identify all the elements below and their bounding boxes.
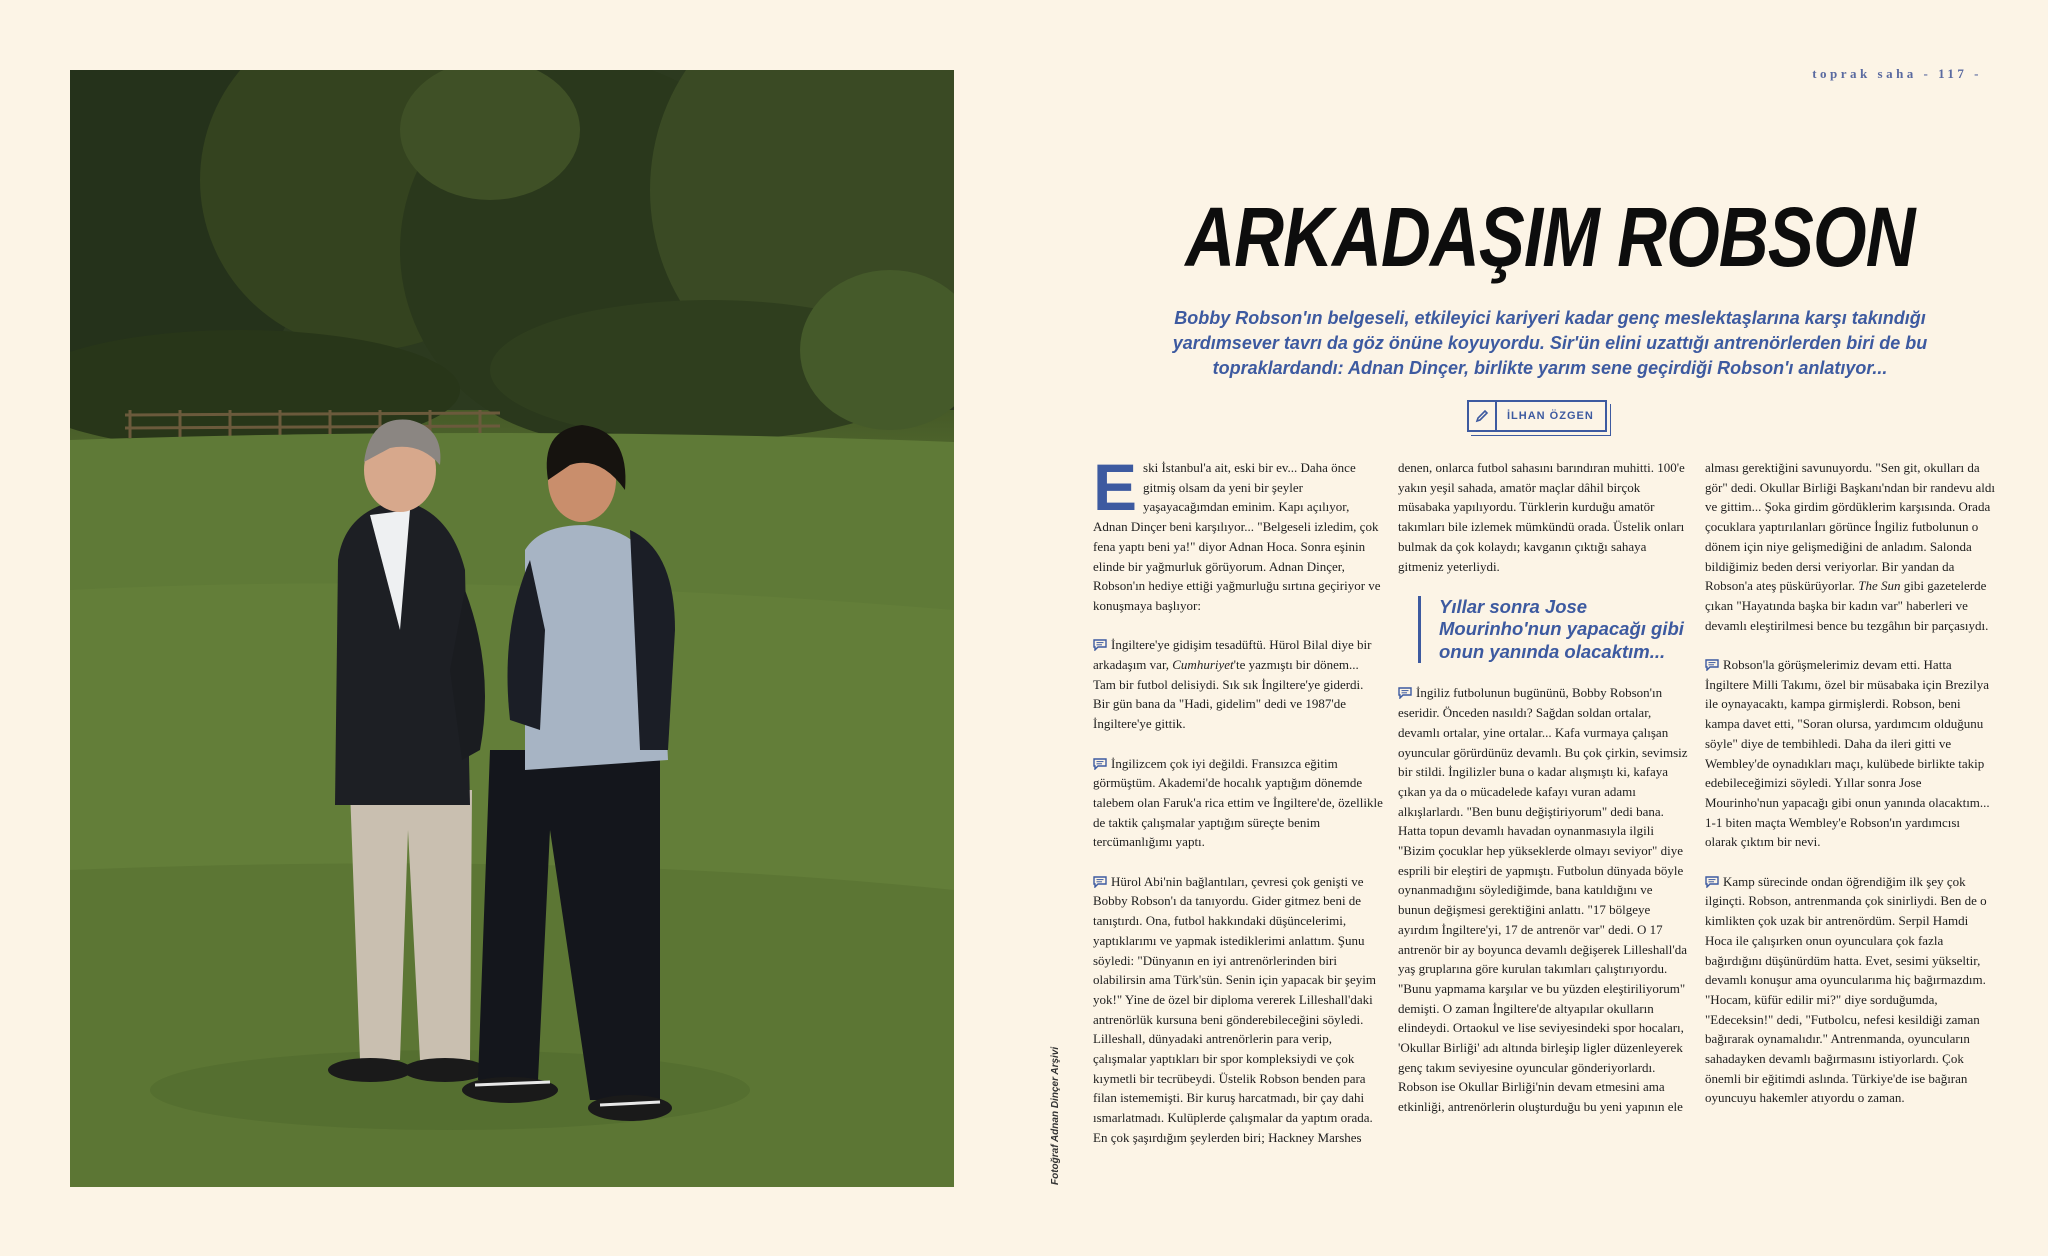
photo-credit: Fotoğraf Adnan Dinçer Arşivi: [1050, 1046, 1061, 1185]
speech-bubble-icon: [1705, 659, 1719, 671]
body-paragraph: alması gerektiğini savunuyordu. "Sen git, okulları da gör" dedi. Okullar Birliği Başkanı'ndan bir randevu aldı ve gittim... Şoka girdim gördüklerim karşısında. Orada çocuklara yaptırılanları görünce İngiliz futbolunun o dönem için niye gelişmediğini de anladım. Salonda bildiğimiz beden dersi veriyorlar. Bir yandan da Robson'a ateş püskürüyorlar. The Sun gibi gazetelerde çıkan "Hayatında başka bir kadın var" haberleri ve devamlı eleştirilmesi bence bu tezgâhın bir parçasıydı.: [1705, 460, 1995, 633]
photo-illustration: [70, 70, 954, 1187]
author-byline: [1467, 400, 1607, 432]
archive-photo: [70, 70, 954, 1187]
text-column-2: [1398, 458, 1688, 1137]
speech-bubble-icon: [1705, 876, 1719, 888]
article-title: ARKADAŞIM ROBSON: [1185, 190, 1915, 284]
drop-cap: E: [1093, 450, 1138, 524]
trees: [70, 70, 954, 450]
speech-bubble-icon: [1093, 758, 1107, 770]
body-paragraph: denen, onlarca futbol sahasını barındıran muhitti. 100'e yakın yeşil sahada, amatör maçlar dâhil birçok müsabaka yapılıyordu. Türklerin kurduğu amatör takımları bile izlemek mümkündü orada. Üstelik onları bulmak da çok kolaydı; kavganın çıktığı sahaya gitmeniz yeterliydi.: [1398, 460, 1685, 574]
speech-bubble-icon: [1398, 687, 1412, 699]
text-column-1: [1093, 450, 1383, 1167]
pull-quote: Yıllar sonra Jose Mourinho'nun yapacağı gibi onun yanında olacaktım...: [1418, 596, 1688, 664]
speech-bubble-icon: [1093, 639, 1107, 651]
answer-paragraph: İngilizcem çok iyi değildi. Fransızca eğitim görmüştüm. Akademi'de hocalık yaptığım dönemde talebem olan Faruk'a rica ettim ve İngiltere'de, özellikle de taktik çalışmalar yaptığım süreçte benim tercümanlığımı yaptı.: [1093, 755, 1383, 850]
answer-paragraph: Robson'la görüşmelerimiz devam etti. Hatta İngiltere Milli Takımı, özel bir müsabaka için Brezilya ile oynayacaktı, kampa girmişlerdi. Robson, beni kampa davet etti, "Soran olursa, yardımcım olduğunu söyle" diye de tembihledi. Daha da ileri gitti ve Wembley'de oynadıkları maçı, kulübede birlikte takip edebileceğimizi söyledi. Yıllar sonra Jose Mourinho'nun yapacağı gibi onun yanında olacaktım... 1-1 biten maçta Wembley'e Robson'ın yardımcısı olarak çıktım bir nevi.: [1705, 657, 1990, 850]
pencil-icon: [1469, 402, 1497, 430]
answer-paragraph: İngiltere'ye gidişim tesadüftü. Hürol Bilal diye bir arkadaşım var, Cumhuriyet'te yazmıştı bir dönem... Tam bir futbol delisiydi. Sık sık İngiltere'ye giderdi. Bir gün bana da "Hadi, gidelim" dedi ve 1987'de İngiltere'ye gittik.: [1093, 637, 1372, 732]
answer-paragraph: İngiliz futbolunun bugününü, Bobby Robson'ın eseridir. Önceden nasıldı? Sağdan soldan ortalar, devamlı ortalar, yine ortalar... Kafa vurmaya çalışan oyuncular görürdünüz devamlı. Bu çok çirkin, sevimsiz bir stildi. İngilizler buna o kadar alışmıştı ki, kafaya çıkan ya da o mücadelede kafayı vuran adamı alkışlarlardı. "Ben bunu değiştiriyorum" dedi bana. Hatta topun devamlı havadan oynanmasıyla ilgili "Bizim çocuklar hep yükseklerde olmayı seviyor" diye esprili bir eleştiri de yapmıştı. Futbolun dünyada böyle oynanmadığını söylediğimde, bana katıldığını ve bunun değişmesi gerektiğini anlattı. "17 bölgeye ayırdım İngiltere'yi, 17 de antrenör var" dedi. O 17 antrenör bir ay boyunca devamlı değişerek Lilleshall'da yaş gruplarına göre kurulan takımları çalıştırıyordu. "Bunu yapmama karşılar ve bu yüzden eleştiriliyorum" demişti. O zaman İngiltere'de altyapılar okulların elindeydi. Ortaokul ve lise seviyesindeki spor hocaları, 'Okullar Birliği' adı altında birleşip ligler düzenleyerek genç takım seviyesine oyuncular gönderiyorlardı. Robson ise Okullar Birliği'nin devam etmesini ama etkinliği, antrenörlerin oluşturduğu bu yeni yapının ele: [1398, 685, 1688, 1115]
article-lead: Bobby Robson'ın belgeseli, etkileyici kariyeri kadar genç meslektaşlarına karşı takındığı yardımsever tavrı da göz önüne koyuyordu. Sir'ün elini uzattığı antrenörlerden biri de bu topraklardandı: Adnan Dinçer, birlikte yarım sene geçirdiği Robson'ı anlatıyor...: [1172, 308, 1928, 378]
answer-paragraph: Kamp sürecinde ondan öğrendiğim ilk şey çok ilginçti. Robson, antrenmanda çok sinirliydi. Ben de o kimlikten çok uzak bir antrenördüm. Serpil Hamdi Hoca ile çalışırken onun oyunculara çok fazla bağırdığını düşünürdüm hatta. Evet, sesimi yükseltir, devamlı konuşur ama oyuncularıma hiç bağırmazdım. "Hocam, küfür edilir mi?" diye sorduğumda, "Edeceksin!" dedi, "Futbolcu, nefesi kesildiği zaman bağırarak oynamalıdır." Antrenmanda, oyuncuların sahadayken devamlı bağırmasını istiyorlardı. Çok önemli bir eğitimdi aslında. Türkiye'de ise bağıran oyuncuyu hakemler atıyordu o zaman.: [1705, 873, 1987, 1106]
intro-paragraph: Eski İstanbul'a ait, eski bir ev... Daha önce gitmiş olsam da yeni bir şeyler yaşayacağımdan eminim. Kapı açılıyor, Adnan Dinçer beni karşılıyor... "Belgeseli izledim, çok fena yaptı beni ya!" diyor Adnan Hoca. Sonra eşinin elinde bir yağmurluk görüyorum. Adnan Dinçer, Robson'ın hediye ettiği yağmurluğu sırtına geçiriyor ve konuşmaya başlıyor:: [1093, 450, 1381, 613]
speech-bubble-icon: [1093, 876, 1107, 888]
running-head: toprak saha - 117 -: [1812, 66, 1982, 81]
author-name: İLHAN ÖZGEN: [1507, 410, 1594, 422]
answer-paragraph: Hürol Abi'nin bağlantıları, çevresi çok genişti ve Bobby Robson'ı da tanıyordu. Gider gitmez beni de tanıştırdı. Ona, futbol hakkındaki düşüncelerimi, yaptıklarımı ve yapmak istediklerimi anlattım. Şunu söyledi: "Dünyanın en iyi antrenörlerinden biri olabilirsin ama Türk'sün. Senin için yapacak bir şeyim yok!" Yine de özel bir diploma vererek Lilleshall'daki antrenörlük kursuna beni gönderebileceğini söyledi. Lilleshall, dünyadaki antrenörlerin para verip, çalışmalar yaptıkları bir spor kompleksiydi ve çok kıymetli bir tecrübeydi. Üstelik Robson benden para filan istememişti. Bir kuruş harcatmadı, bir çay dahi ısmarlatmadı. Kulüplerde çalışmalar da yaptım orada. En çok şaşırdığım şeylerden biri; Hackney Marshes: [1093, 873, 1376, 1145]
text-column-3: [1705, 458, 1995, 1128]
